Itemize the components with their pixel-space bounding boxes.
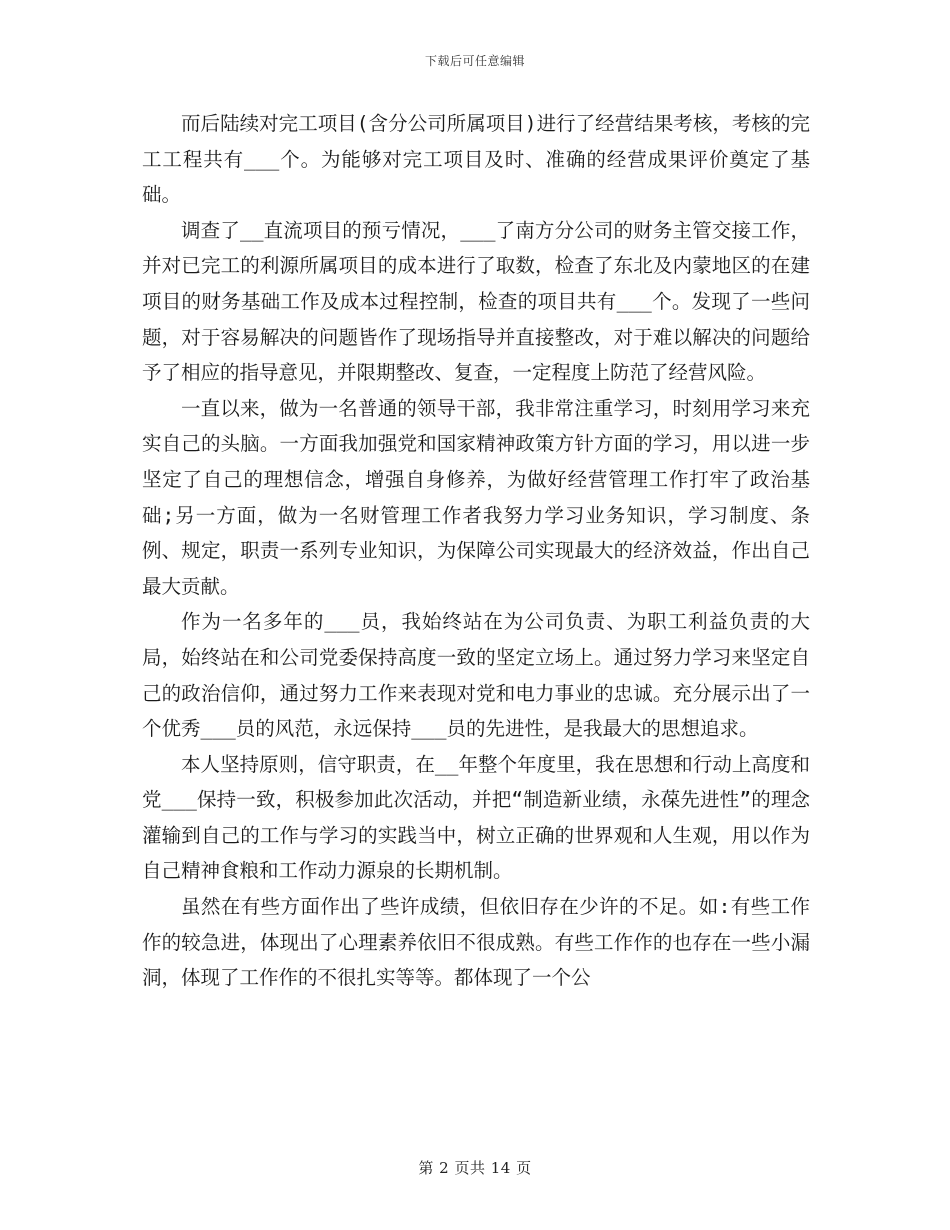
paragraph-1: 而后陆续对完工项目(含分公司所属项目)进行了经营结果考核，考核的完工工程共有___个。为能够对完工项目及时、准确的经营成果评价奠定了基础。 — [142, 112, 810, 207]
paragraph-5: 本人坚持原则，信守职责，在__年整个年度里，我在思想和行动上高度和党___保持一致，积极参加此次活动，并把“制造新业绩，永葆先进性”的理念灌输到自己的工作与学习的实践当中，树立正确的世界观和人生观，用以作为自己精神食粮和工作动力源泉的长期机制。 — [142, 752, 810, 883]
page-footer: 第 2 页共 14 页 — [418, 1159, 532, 1177]
paragraph-2: 调查了__直流项目的预亏情况，___了南方分公司的财务主管交接工作，并对已完工的利源所属项目的成本进行了取数，检查了东北及内蒙地区的在建项目的财务基础工作及成本过程控制，检查的项目共有___个。发现了一些问题，对于容易解决的问题皆作了现场指导并直接整改，对于难以解决的问题给予了相应的指导意见，并限期整改、复查，一定程度上防范了经营风险。 — [142, 218, 810, 385]
paragraph-6: 虽然在有些方面作出了些许成绩，但依旧存在少许的不足。如:有些工作作的较急进，体现出了心理素养依旧不很成熟。有些工作作的也存在一些小漏洞，体现了工作作的不很扎实等等。都体现了一个公 — [142, 895, 810, 990]
paragraph-4: 作为一名多年的___员，我始终站在为公司负责、为职工利益负责的大局，始终站在和公司党委保持高度一致的坚定立场上。通过努力学习来坚定自己的政治信仰，通过努力工作来表现对党和电力事业的忠诚。充分展示出了一个优秀___员的风范，永远保持___员的先进性，是我最大的思想追求。 — [142, 610, 810, 741]
page-header: 下载后可任意编辑 — [424, 54, 525, 68]
document-body — [142, 106, 810, 996]
paragraph-3: 一直以来，做为一名普通的领导干部，我非常注重学习，时刻用学习来充实自己的头脑。一方面我加强党和国家精神政策方针方面的学习，用以进一步坚定了自己的理想信念，增强自身修养，为做好经营管理工作打牢了政治基础;另一方面，做为一名财管理工作者我努力学习业务知识，学习制度、条例、规定，职责一系列专业知识，为保障公司实现最大的经济效益，作出自己最大贡献。 — [142, 396, 810, 598]
